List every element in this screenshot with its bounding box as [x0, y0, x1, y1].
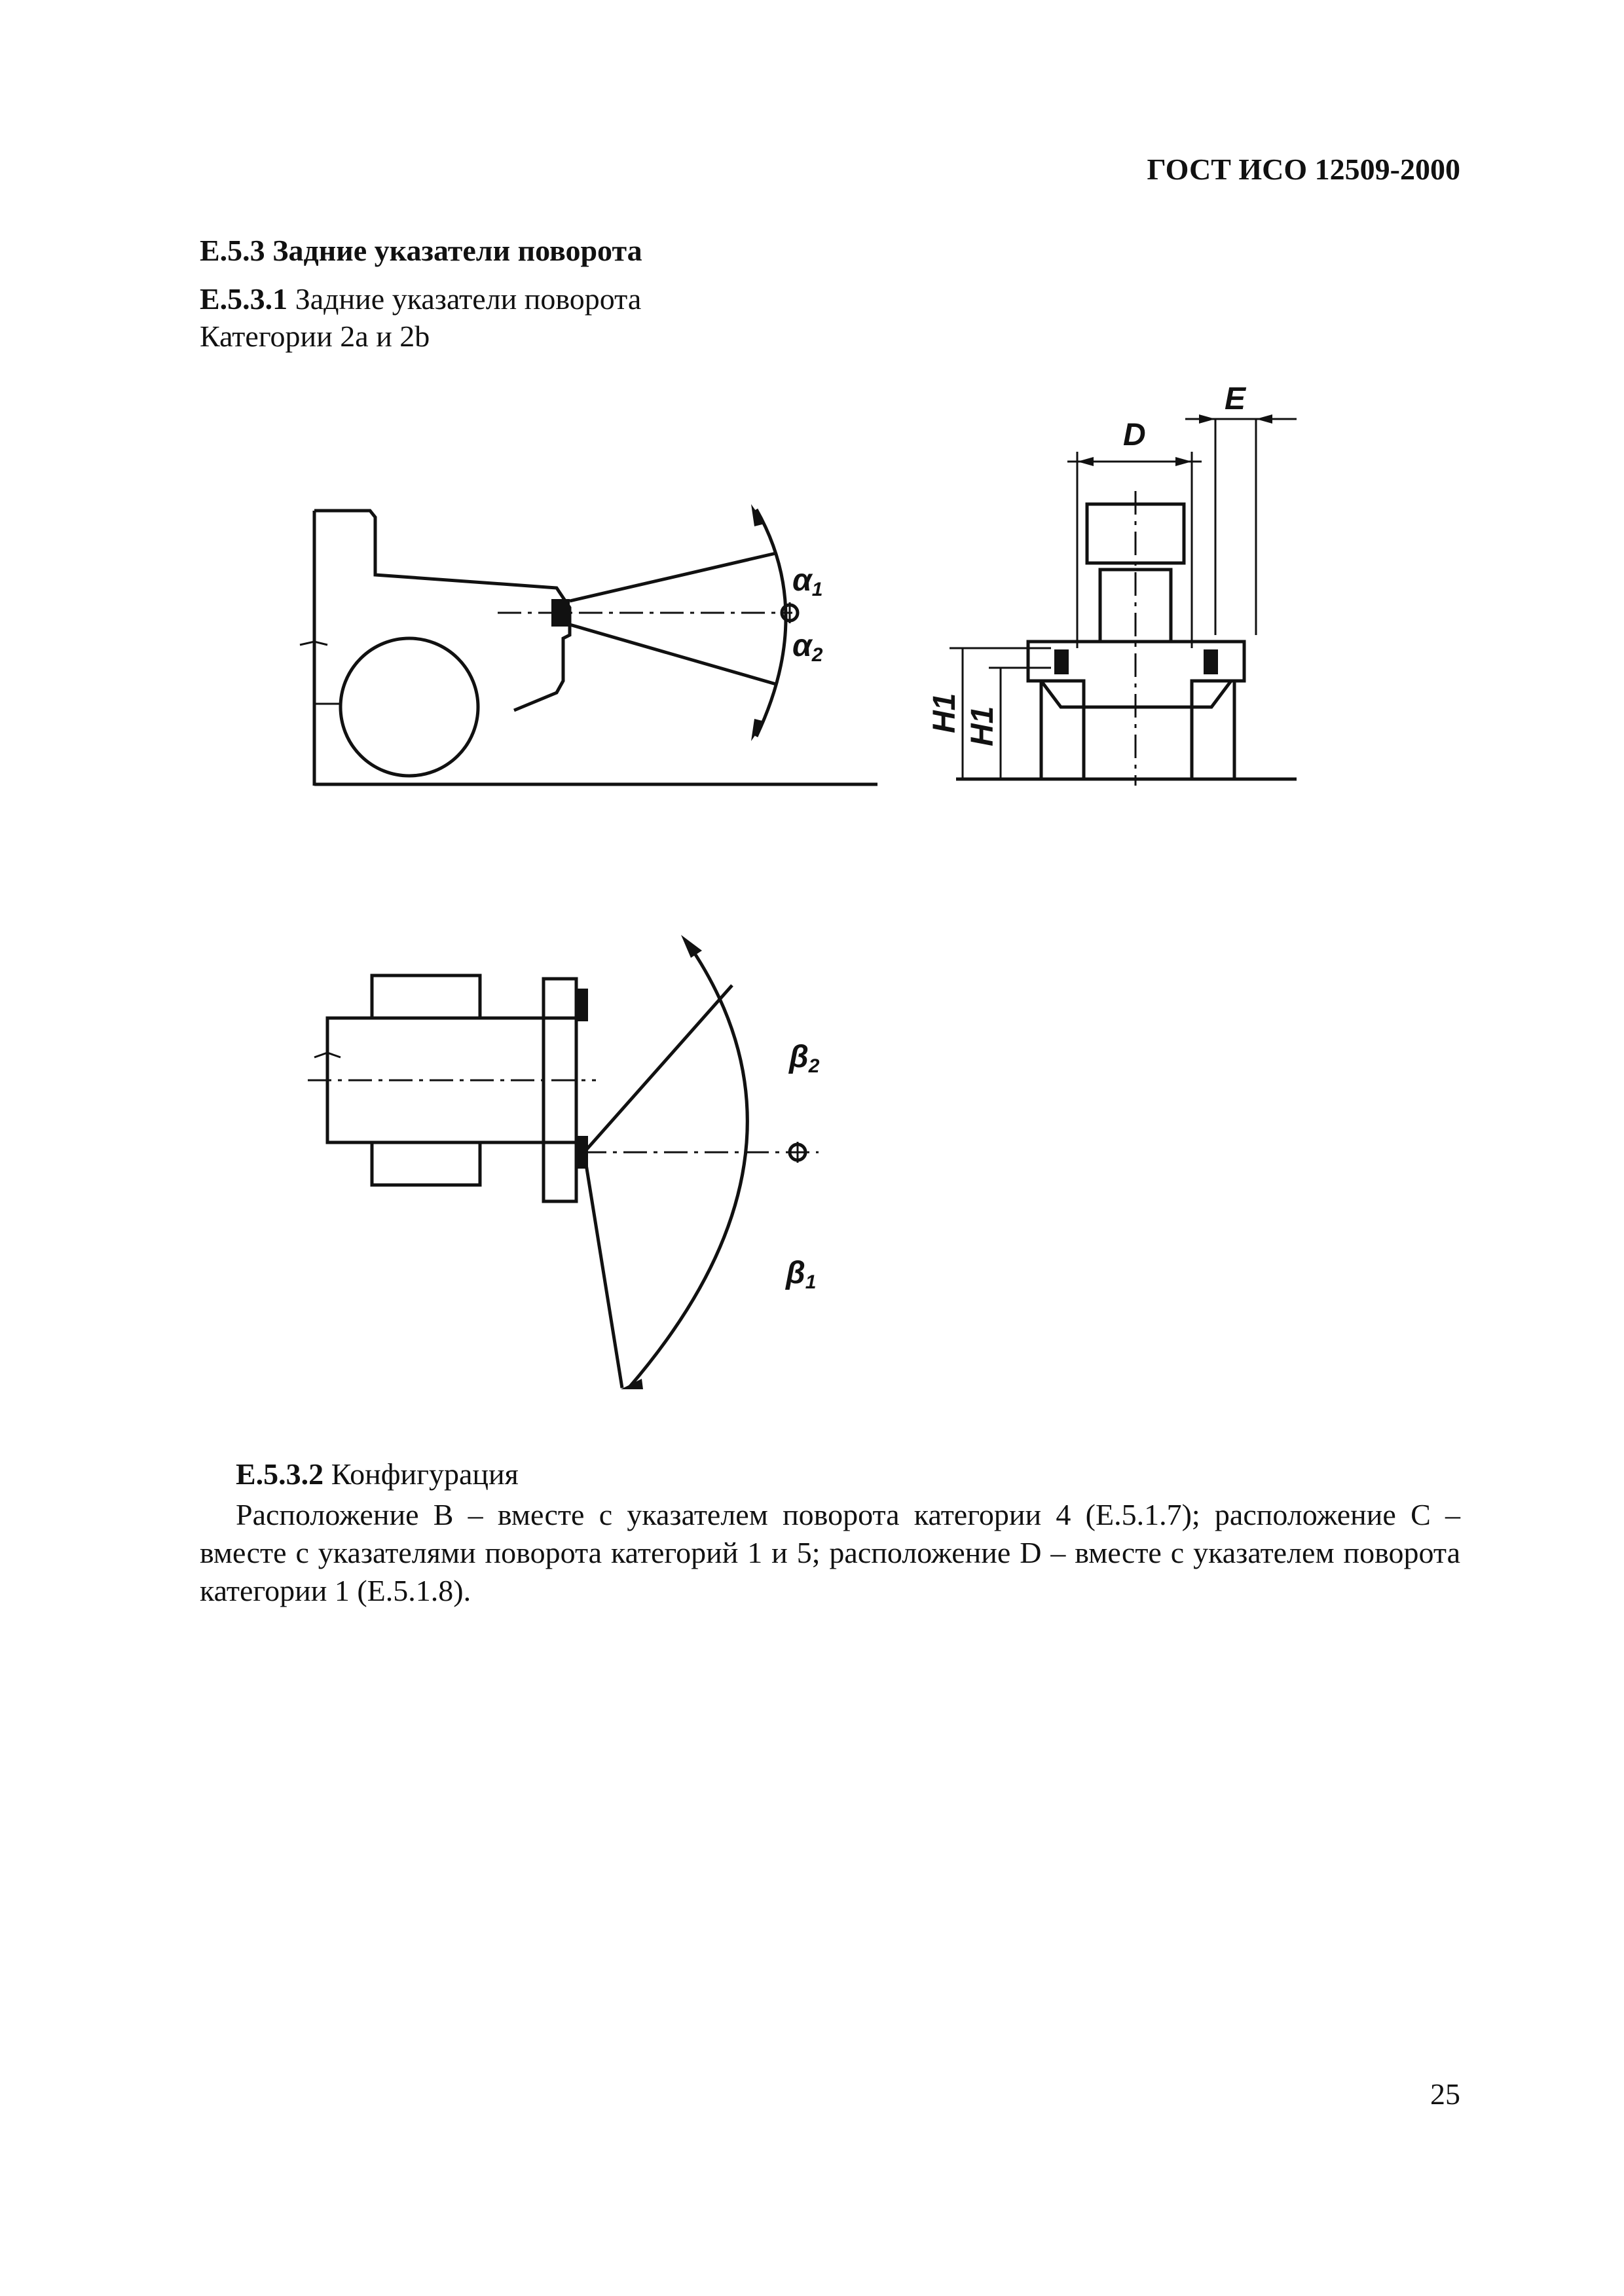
lamp-right	[1204, 649, 1218, 674]
arrow-d-right	[1175, 457, 1192, 466]
configuration-title	[236, 1457, 519, 1491]
ray-alpha2	[570, 625, 776, 684]
arrow-top	[681, 935, 702, 958]
rear-view-figure	[904, 382, 1362, 799]
label-d: D	[1123, 418, 1146, 452]
subsection-title	[200, 282, 641, 316]
subsection-text: Задние указатели поворота	[295, 282, 642, 316]
wheel	[341, 638, 478, 776]
label-beta1-sub: 1	[805, 1271, 817, 1293]
ray-beta1	[584, 1152, 622, 1388]
label-beta1-sym: β	[786, 1256, 805, 1290]
configuration-label: Конфигурация	[331, 1457, 519, 1491]
rear-frame	[544, 979, 576, 1201]
lower-body	[1084, 707, 1192, 779]
side-view-figure	[288, 484, 877, 799]
subsection-number: Е.5.3.1	[200, 282, 288, 316]
wheel-bottom-left	[372, 1142, 480, 1185]
wheel-right	[1192, 681, 1234, 779]
wheel-left	[1041, 681, 1084, 779]
document-header: ГОСТ ИСО 12509-2000	[1147, 153, 1460, 186]
page-number: 25	[1430, 2077, 1460, 2111]
label-beta2-sym: β	[789, 1040, 809, 1074]
label-h1-b: H1	[965, 706, 1000, 746]
lamp-upper	[576, 989, 588, 1021]
section-title: Е.5.3 Задние указатели поворота	[200, 234, 642, 267]
wheel-top-left	[372, 975, 480, 1018]
ray-alpha1	[570, 553, 776, 601]
label-beta2	[788, 1040, 820, 1077]
label-alpha2	[792, 629, 823, 666]
configuration-number: Е.5.3.2	[236, 1457, 324, 1491]
arrow-d-left	[1077, 457, 1094, 466]
label-beta1	[784, 1256, 816, 1293]
ray-beta2	[584, 985, 732, 1152]
label-e: E	[1225, 382, 1246, 416]
top-view-figure	[288, 917, 877, 1408]
label-alpha1	[792, 563, 822, 600]
arrow-e-right	[1256, 414, 1272, 424]
label-alpha1-sym: α	[792, 563, 812, 598]
arc-beta	[629, 943, 747, 1388]
vehicle-body-outline	[314, 511, 570, 710]
categories-line: Категории 2а и 2b	[200, 319, 430, 353]
arrow-bottom	[751, 719, 765, 741]
configuration-text: Расположение B – вместе с указателем поворота категории 4 (Е.5.1.7); расположение С – вместе с указателями поворота категорий 1 и 5; расположение D – вместе с указателем поворота категории 1 (Е.5.1.8).	[200, 1498, 1460, 1607]
label-alpha2-sym: α	[792, 629, 812, 663]
arrow-bottom	[621, 1379, 643, 1389]
lamp-left	[1054, 649, 1069, 674]
label-alpha2-sub: 2	[811, 644, 823, 666]
label-beta2-sub: 2	[808, 1055, 820, 1077]
label-alpha1-sub: 1	[811, 579, 823, 600]
arrow-top	[751, 504, 765, 526]
arc-alpha	[756, 509, 786, 737]
arrow-e-left	[1199, 414, 1215, 424]
label-h1-a: H1	[927, 693, 962, 733]
